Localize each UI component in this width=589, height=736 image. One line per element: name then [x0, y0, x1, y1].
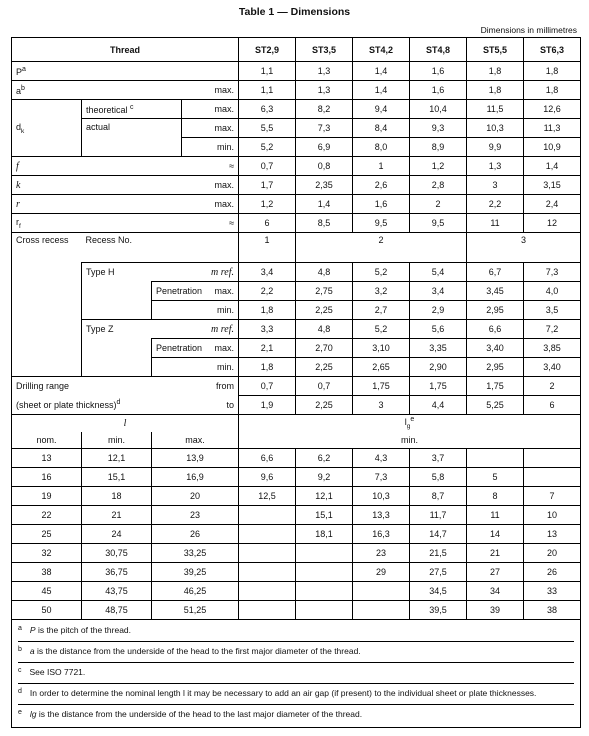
cell: 2	[524, 377, 581, 396]
limit-label: max.	[182, 100, 239, 119]
cell: 5,2	[239, 138, 296, 157]
row-f	[12, 157, 581, 176]
cell: 3	[353, 396, 410, 415]
cell: 7,3	[524, 263, 581, 282]
cell: 4,3	[353, 449, 410, 468]
cell: 12,1	[82, 449, 152, 468]
cell	[467, 449, 524, 468]
cell: 2,95	[467, 301, 524, 320]
lg-min-header: min.	[239, 432, 581, 449]
cell: 8,9	[410, 138, 467, 157]
cell: 1,75	[353, 377, 410, 396]
cell: 3,10	[353, 339, 410, 358]
cell: 6,2	[296, 449, 353, 468]
cell: 1,4	[296, 195, 353, 214]
units-note: Dimensions in millimetres	[480, 25, 577, 35]
cell	[239, 601, 296, 620]
cell: 1,2	[410, 157, 467, 176]
cell: 7,3	[353, 468, 410, 487]
cell: 2,25	[296, 396, 353, 415]
cell: 43,75	[82, 582, 152, 601]
cell: 9,5	[353, 214, 410, 233]
cell: 10,4	[410, 100, 467, 119]
spacer	[82, 339, 152, 358]
cell: 11,7	[410, 506, 467, 525]
cell: 1,1	[239, 62, 296, 81]
cell: 1,6	[353, 195, 410, 214]
cell	[239, 525, 296, 544]
spacer	[152, 358, 182, 377]
cell: 6,7	[467, 263, 524, 282]
cell: 46,25	[152, 582, 239, 601]
table-row	[12, 544, 581, 563]
row-h-pen-min	[12, 301, 581, 320]
cell: 1,9	[239, 396, 296, 415]
cell: 36,75	[82, 563, 152, 582]
cell: 4,0	[524, 282, 581, 301]
limit-label: max.	[182, 176, 239, 195]
cell: 5,4	[410, 263, 467, 282]
cell: 2,75	[296, 282, 353, 301]
cell: 4,8	[296, 263, 353, 282]
cell: 2,25	[296, 301, 353, 320]
row-z-pen-min	[12, 358, 581, 377]
size-header: ST5,5	[467, 38, 524, 62]
cell: 5,8	[410, 468, 467, 487]
footnotes-row	[12, 620, 581, 728]
cell: 45	[12, 582, 82, 601]
cell: 8,2	[296, 100, 353, 119]
cell: 26	[524, 563, 581, 582]
cell	[239, 544, 296, 563]
cell: 51,25	[152, 601, 239, 620]
cell: 9,6	[239, 468, 296, 487]
spacer	[82, 282, 152, 301]
cell: 16,3	[353, 525, 410, 544]
cell: 23	[353, 544, 410, 563]
cell: 1,7	[239, 176, 296, 195]
limit-label: m ref.	[182, 320, 239, 339]
cell: 11,5	[467, 100, 524, 119]
row-drill-from	[12, 377, 581, 396]
table-title: Table 1 — Dimensions	[238, 6, 351, 18]
cell: 3,7	[410, 449, 467, 468]
cell: 6	[524, 396, 581, 415]
cell	[296, 601, 353, 620]
cell: 32	[12, 544, 82, 563]
table-row	[12, 487, 581, 506]
table-row	[12, 506, 581, 525]
limit-label: max.	[182, 339, 239, 358]
cell: 3,4	[410, 282, 467, 301]
cell: 1,75	[467, 377, 524, 396]
cell: 8,4	[353, 119, 410, 138]
cell: 1	[353, 157, 410, 176]
footnote: $^c$ See ISO 7721.	[18, 662, 574, 677]
table-row	[12, 449, 581, 468]
cell	[524, 468, 581, 487]
cell: 1,6	[410, 62, 467, 81]
row-a	[12, 81, 581, 100]
cell: 10,3	[353, 487, 410, 506]
cell: 3	[467, 233, 581, 263]
table-row	[12, 563, 581, 582]
cell: 1,3	[296, 81, 353, 100]
actual-label: actual	[82, 119, 182, 157]
cell: 2,9	[410, 301, 467, 320]
cell: 9,3	[410, 119, 467, 138]
cell: 20	[524, 544, 581, 563]
min-header: min.	[82, 432, 152, 449]
cell: 1,8	[467, 81, 524, 100]
limit-label: min.	[182, 358, 239, 377]
cell: 2,7	[353, 301, 410, 320]
cell: 3,15	[524, 176, 581, 195]
cell: 10,3	[467, 119, 524, 138]
cell: 18	[82, 487, 152, 506]
cell: 3,40	[524, 358, 581, 377]
cell: 50	[12, 601, 82, 620]
cell: 1,8	[239, 358, 296, 377]
cell: 5,2	[353, 320, 410, 339]
cell: 39,5	[410, 601, 467, 620]
spacer	[82, 301, 152, 320]
size-header: ST4,8	[410, 38, 467, 62]
spacer	[12, 282, 82, 301]
cell: 15,1	[82, 468, 152, 487]
cell: 9,2	[296, 468, 353, 487]
cell: 2,2	[239, 282, 296, 301]
cell: 2,65	[353, 358, 410, 377]
cell: 13,3	[353, 506, 410, 525]
row-pitch	[12, 62, 581, 81]
rf-label: $r_f$	[12, 214, 182, 233]
spacer	[12, 320, 82, 339]
cell: 0,7	[239, 157, 296, 176]
row-length-header	[12, 415, 581, 432]
row-length-subheader	[12, 432, 581, 449]
row-z-pen-max	[12, 339, 581, 358]
cross-recess-label: Cross recess	[12, 233, 82, 263]
cell: 34,5	[410, 582, 467, 601]
spacer	[152, 301, 182, 320]
cell: 0,7	[296, 377, 353, 396]
cell: 2,70	[296, 339, 353, 358]
cell	[239, 582, 296, 601]
cell: 8,0	[353, 138, 410, 157]
footnote: $^d$ In order to determine the nominal length l it may be necessary to add an air gap (if present) to the individual sheet or plate thicknesses.	[18, 683, 574, 698]
limit-label: m ref.	[182, 263, 239, 282]
limit-label: max.	[182, 81, 239, 100]
cell: 30,75	[82, 544, 152, 563]
cell: 6,6	[467, 320, 524, 339]
size-header: ST4,2	[353, 38, 410, 62]
cell: 10	[524, 506, 581, 525]
cell: 39	[467, 601, 524, 620]
lg-header: $l_g^e$	[239, 415, 581, 432]
dimensions-table	[11, 37, 581, 728]
cell: 12,5	[239, 487, 296, 506]
cell: 1,1	[239, 81, 296, 100]
spacer	[12, 358, 82, 377]
cell: 1,8	[524, 62, 581, 81]
cell	[524, 449, 581, 468]
cell: 6,3	[239, 100, 296, 119]
max-header: max.	[152, 432, 239, 449]
cell: 1	[239, 233, 296, 263]
cell: 2,1	[239, 339, 296, 358]
size-header: ST2,9	[239, 38, 296, 62]
cell: 2,4	[524, 195, 581, 214]
cell: 38	[524, 601, 581, 620]
type-h-label: Type H	[82, 263, 182, 282]
limit-label: ≈	[182, 214, 239, 233]
cell	[239, 563, 296, 582]
r-label: r	[12, 195, 182, 214]
cell: 5,5	[239, 119, 296, 138]
cell: 5,25	[467, 396, 524, 415]
cell	[239, 506, 296, 525]
cell: 21,5	[410, 544, 467, 563]
cell: 21	[467, 544, 524, 563]
cell: 7,2	[524, 320, 581, 339]
cell: 11	[467, 214, 524, 233]
cell: 6,6	[239, 449, 296, 468]
cell: 27	[467, 563, 524, 582]
cell: 2,35	[296, 176, 353, 195]
cell: 13	[524, 525, 581, 544]
spacer	[82, 358, 152, 377]
cell: 3	[467, 176, 524, 195]
from-label: from	[182, 377, 239, 396]
cell	[296, 563, 353, 582]
cell: 8,7	[410, 487, 467, 506]
spacer	[12, 301, 82, 320]
cell: 9,5	[410, 214, 467, 233]
cell: 14,7	[410, 525, 467, 544]
cell: 33	[524, 582, 581, 601]
cell: 1,8	[467, 62, 524, 81]
cell: 0,8	[296, 157, 353, 176]
cell: 27,5	[410, 563, 467, 582]
cell: 15,1	[296, 506, 353, 525]
cell: 33,25	[152, 544, 239, 563]
spacer	[12, 263, 82, 282]
theoretical-label: theoretical $^c$	[82, 100, 182, 119]
cell: 11	[467, 506, 524, 525]
f-label: f	[12, 157, 182, 176]
cell: 2,90	[410, 358, 467, 377]
footnotes	[12, 620, 581, 728]
cell: 3,2	[353, 282, 410, 301]
cell: 9,4	[353, 100, 410, 119]
cell: 1,4	[524, 157, 581, 176]
cell	[353, 601, 410, 620]
cell: 24	[82, 525, 152, 544]
cell	[296, 544, 353, 563]
cell: 12	[524, 214, 581, 233]
row-recess-no	[12, 233, 581, 263]
cell: 3,35	[410, 339, 467, 358]
row-dk-theoretical	[12, 100, 581, 119]
cell: 34	[467, 582, 524, 601]
table-row	[12, 468, 581, 487]
cell: 0,7	[239, 377, 296, 396]
cell	[353, 582, 410, 601]
cell: 1,2	[239, 195, 296, 214]
nom-header: nom.	[12, 432, 82, 449]
limit-label: max.	[182, 282, 239, 301]
cell: 2,95	[467, 358, 524, 377]
spacer	[12, 339, 82, 358]
footnote: $^b$ a is the distance from the underside of the head to the first major diameter of the thread.	[18, 641, 574, 656]
cell: 3,4	[239, 263, 296, 282]
cell: 21	[82, 506, 152, 525]
cell: 16	[12, 468, 82, 487]
row-rf	[12, 214, 581, 233]
cell: 1,4	[353, 62, 410, 81]
drilling-range-label: Drilling range	[12, 377, 182, 396]
cell: 3,3	[239, 320, 296, 339]
cell: 2,8	[410, 176, 467, 195]
cell: 8	[467, 487, 524, 506]
limit-label: min.	[182, 301, 239, 320]
cell: 10,9	[524, 138, 581, 157]
row-h-mref	[12, 263, 581, 282]
cell: 7	[524, 487, 581, 506]
cell: 12,6	[524, 100, 581, 119]
cell: 2,2	[467, 195, 524, 214]
cell: 3,5	[524, 301, 581, 320]
cell: 1,6	[410, 81, 467, 100]
cell: 2	[410, 195, 467, 214]
size-header: ST6,3	[524, 38, 581, 62]
thread-header: Thread	[12, 38, 239, 62]
limit-label: max.	[182, 195, 239, 214]
cell: 13	[12, 449, 82, 468]
cell: 13,9	[152, 449, 239, 468]
cell: 20	[152, 487, 239, 506]
cell: 2,25	[296, 358, 353, 377]
cell: 9,9	[467, 138, 524, 157]
header-row	[12, 38, 581, 62]
penetration-label: Penetration	[152, 282, 182, 301]
limit-label: min.	[182, 138, 239, 157]
cell: 3,40	[467, 339, 524, 358]
cell: 6,9	[296, 138, 353, 157]
cell: 48,75	[82, 601, 152, 620]
recess-no-label: Recess No.	[82, 233, 239, 263]
size-header: ST3,5	[296, 38, 353, 62]
cell: 1,8	[524, 81, 581, 100]
drilling-sub-label: (sheet or plate thickness)$^d$	[12, 396, 182, 415]
cell: 1,75	[410, 377, 467, 396]
limit-label: ≈	[182, 157, 239, 176]
cell: 5	[467, 468, 524, 487]
cell: 2,6	[353, 176, 410, 195]
cell: 19	[12, 487, 82, 506]
row-k	[12, 176, 581, 195]
row-drill-to	[12, 396, 581, 415]
cell: 16,9	[152, 468, 239, 487]
table-row	[12, 525, 581, 544]
cell: 4,8	[296, 320, 353, 339]
a-label: $a^b$	[12, 81, 182, 100]
footnote: $^e$ lg is the distance from the underside of the head to the last major diameter of the thread.	[18, 704, 574, 719]
cell: 1,8	[239, 301, 296, 320]
penetration-label: Penetration	[152, 339, 182, 358]
cell	[296, 582, 353, 601]
pitch-label: $P^a$	[12, 62, 239, 81]
type-z-label: Type Z	[82, 320, 182, 339]
footnote: $^a$ P is the pitch of the thread.	[18, 625, 132, 635]
cell: 29	[353, 563, 410, 582]
row-z-mref	[12, 320, 581, 339]
cell: 3,45	[467, 282, 524, 301]
cell: 39,25	[152, 563, 239, 582]
cell: 22	[12, 506, 82, 525]
cell: 8,5	[296, 214, 353, 233]
cell: 1,4	[353, 81, 410, 100]
cell: 1,3	[467, 157, 524, 176]
dk-label: $d_k$	[12, 100, 82, 157]
cell: 38	[12, 563, 82, 582]
cell: 5,2	[353, 263, 410, 282]
cell: 3,85	[524, 339, 581, 358]
table-row	[12, 601, 581, 620]
table-row	[12, 582, 581, 601]
cell: 26	[152, 525, 239, 544]
k-label: k	[12, 176, 182, 195]
cell: 14	[467, 525, 524, 544]
row-dk-actual-max	[12, 119, 581, 138]
cell: 7,3	[296, 119, 353, 138]
to-label: to	[182, 396, 239, 415]
cell: 1,3	[296, 62, 353, 81]
cell: 11,3	[524, 119, 581, 138]
cell: 23	[152, 506, 239, 525]
l-header: l	[12, 415, 239, 432]
row-h-pen-max	[12, 282, 581, 301]
limit-label: max.	[182, 119, 239, 138]
row-r	[12, 195, 581, 214]
cell: 18,1	[296, 525, 353, 544]
cell: 5,6	[410, 320, 467, 339]
cell: 12,1	[296, 487, 353, 506]
cell: 2	[296, 233, 467, 263]
cell: 25	[12, 525, 82, 544]
cell: 6	[239, 214, 296, 233]
cell: 4,4	[410, 396, 467, 415]
